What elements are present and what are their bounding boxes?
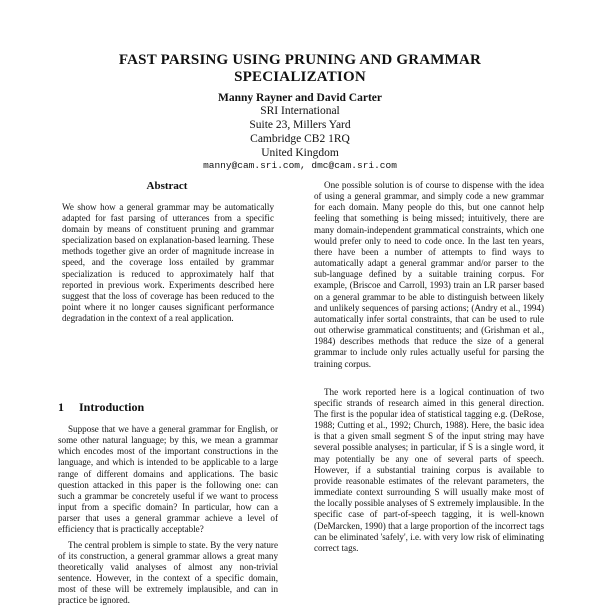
affiliation [150,104,450,160]
affiliation-line: SRI International [260,105,340,117]
left-column-body [58,424,278,606]
authors: Manny Rayner and David Carter [218,92,382,104]
body-paragraph: The central problem is simple to state. By the very nature of its construction, a general grammar allows a great many theoretically valid analyses of almost any non-trivial sentence. However, in the context of a specific domain, most of these will be extremely implausible, and can in practice be ignored. [58,539,278,606]
section-number: 1 [58,400,64,414]
right-column-body [314,180,544,600]
body-paragraph: The work reported here is a logical continuation of two specific strands of research aimed in this general direction. The first is the popular idea of statistical tagging e.g. (DeRose, 1988; Cutting et al., 1992; Church, 1988). Here, the basic idea is that a given small segment S of the input string may have several possible analyses; in particular, if S is a single word, it may potentially be any one of several parts of speech. However, if a substantial training corpus is available to provide reasonable estimates of the relevant parameters, the immediate context surrounding S will usually make most of the locally possible analyses of S extremely implausible. In the specific case of part-of-speech tagging, it is well-known (DeMarcken, 1990) that a large proportion of the incorrect tags can be eliminated 'safely', i.e. with very low risk of eliminating correct tags. [314,386,544,553]
title-line-1: FAST PARSING USING PRUNING AND GRAMMAR [118,52,482,68]
affiliation-line: Suite 23, Millers Yard [249,119,351,131]
author-emails: manny@cam.sri.com, dmc@cam.sri.com [203,160,397,171]
abstract-heading: Abstract [146,180,188,192]
title-line-2: SPECIALIZATION [234,69,366,85]
paper-title [60,52,540,86]
body-paragraph: Suppose that we have a general grammar for English, or some other natural language; by this, we mean a grammar which encodes most of the important constructions in the language, and which is intended to be applicable to a large range of different domains and applications. The basic question attacked in this paper is the following one: can such a grammar be concretely useful if we want to process input from a specific domain? In particular, how can a parser that uses a general grammar achieve a level of efficiency that is practically acceptable? [58,424,278,535]
affiliation-line: United Kingdom [261,147,339,159]
affiliation-line: Cambridge CB2 1RQ [250,133,350,145]
abstract-text: We show how a general grammar may be automatically adapted for fast parsing of utterances from a specific domain by means of constituent pruning and grammar specialization based on explanation-based learning. These methods together give an order of magnitude increase in speed, and the coverage loss entailed by grammar specialization is reduced to approximately half that reported in previous work. Experiments described here suggest that the loss of coverage has been reduced to the point where it no longer causes significant performance degradation in the context of a real application. [62,202,274,323]
body-paragraph: One possible solution is of course to dispense with the idea of using a general grammar, and simply code a new grammar for each domain. Many people do this, but one cannot help feeling that something is being missed; intuitively, there are many domain-independent grammatical constraints, which one would prefer only to need to code once. In the last ten years, there have been a number of attempts to find ways to automatically adapt a general grammar and/or parser to the sub-language defined by a suitable training corpus. For example, (Briscoe and Carroll, 1993) train an LR parser based on a general grammar to be able to distinguish between likely and unlikely sequences of parsing actions; (Andry et al., 1994) automatically infer sortal constraints, that can be used to rule out otherwise grammatical constituents; and (Grishman et al., 1984) describes methods that reduce the size of a general grammar to include only rules actually useful for parsing the training corpus. [314,180,544,369]
section-heading [58,400,278,415]
section-title: Introduction [79,400,145,414]
